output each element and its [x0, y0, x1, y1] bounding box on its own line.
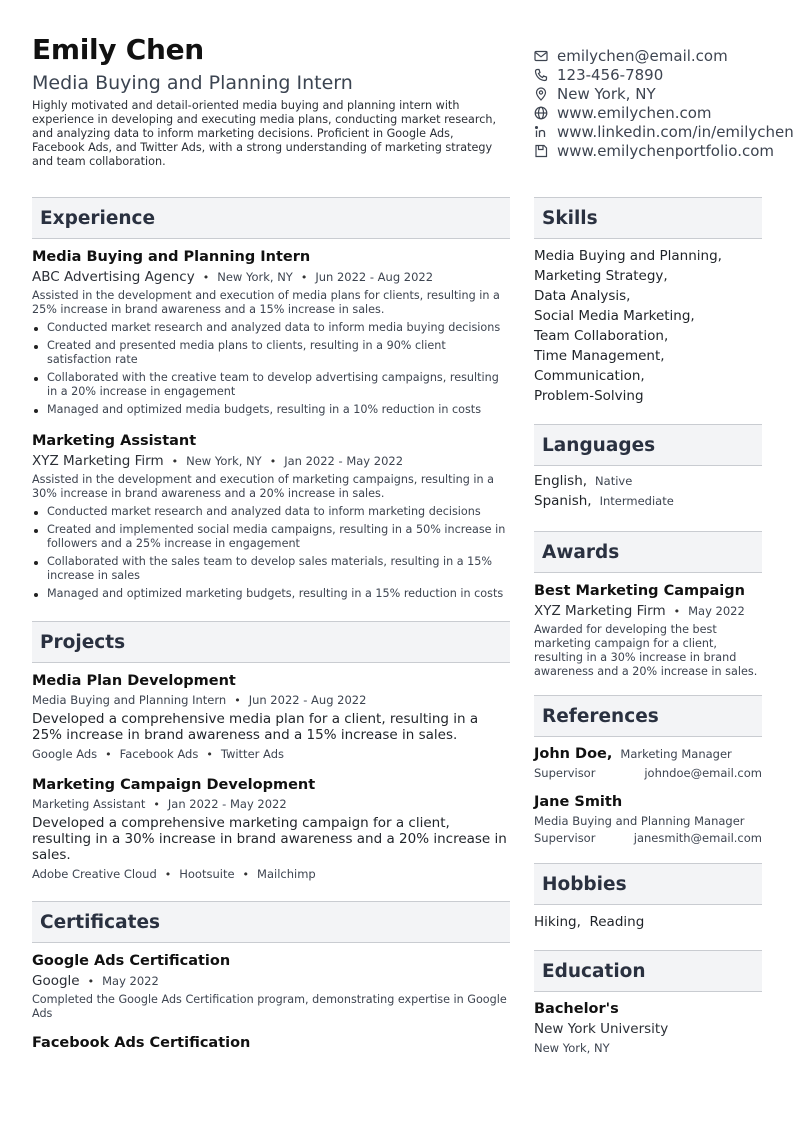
- education-section-header: [534, 950, 762, 992]
- portfolio-icon: [534, 144, 548, 158]
- list-item: Collaborated with the creative team to develop advertising campaigns, resulting in a 20% increase in engagement: [32, 371, 510, 399]
- list-item: Conducted market research and analyzed data to inform marketing decisions: [32, 505, 510, 519]
- tool-tag: Twitter Ads: [220, 747, 284, 761]
- reference-position: Marketing Manager: [620, 747, 732, 761]
- certificate-title: Google Ads Certification: [32, 953, 231, 969]
- project-description: Developed a comprehensive marketing campaign for a client, resulting in a 30% increase in brand awareness and a 20% increase in sales.: [32, 815, 507, 863]
- hobbies-heading: Hobbies: [542, 873, 627, 895]
- separator-dot: •: [164, 867, 172, 881]
- language-name: English,: [534, 473, 588, 489]
- award-org: XYZ Marketing Firm: [534, 603, 666, 619]
- skill-item: Social Media Marketing,: [534, 308, 695, 324]
- job-company: XYZ Marketing Firm: [32, 453, 164, 469]
- tool-tag: Adobe Creative Cloud: [32, 867, 157, 881]
- education-degree: Bachelor's: [534, 1001, 619, 1017]
- contact-location: [534, 84, 794, 103]
- awards-heading: Awards: [542, 541, 620, 563]
- projects-heading: Projects: [40, 631, 126, 653]
- contact-phone-text: 123-456-7890: [557, 65, 664, 84]
- project-tools: [32, 747, 510, 761]
- job-dates: Jan 2022 - May 2022: [284, 454, 404, 468]
- certificate-date: May 2022: [102, 974, 159, 988]
- skill-item: Time Management,: [534, 348, 665, 364]
- contact-website-text: www.emilychen.com: [557, 103, 712, 122]
- job-summary: Assisted in the development and execution of marketing campaigns, resulting in a 30% increase in brand awareness and a 20% increase in sales.: [32, 473, 494, 500]
- certificate-item: [32, 1035, 510, 1051]
- languages-list: [534, 473, 762, 513]
- reference-email[interactable]: johndoe@email.com: [644, 766, 762, 780]
- language-name: Spanish,: [534, 493, 592, 509]
- reference-details: [534, 831, 762, 845]
- contact-phone[interactable]: [534, 65, 794, 84]
- certificate-item: [32, 953, 510, 1021]
- tool-tag: Facebook Ads: [119, 747, 199, 761]
- references-heading: References: [542, 705, 659, 727]
- skill-item: Marketing Strategy,: [534, 268, 668, 284]
- certificates-heading: Certificates: [40, 911, 160, 933]
- job-company: ABC Advertising Agency: [32, 269, 195, 285]
- tool-tag: Google Ads: [32, 747, 98, 761]
- job-title: Media Buying and Planning Intern: [32, 249, 311, 265]
- skill-item: Team Collaboration,: [534, 328, 669, 344]
- contact-block: [534, 46, 794, 160]
- projects-section-header: [32, 621, 510, 663]
- skill-item: Communication,: [534, 368, 645, 384]
- job-meta: [32, 453, 510, 469]
- reference-details: [534, 766, 762, 780]
- phone-icon: [534, 68, 548, 82]
- award-description: Awarded for developing the best marketing campaign for a client, resulting in a 30% increase in brand awareness and a 20% increase in sales.: [534, 623, 758, 678]
- job-dates: Jun 2022 - Aug 2022: [315, 270, 434, 284]
- award-date: May 2022: [688, 604, 745, 618]
- reference-header: [534, 746, 762, 762]
- list-item: Created and presented media plans to clients, resulting in a 90% client satisfaction rate: [32, 339, 510, 367]
- reference-email[interactable]: janesmith@email.com: [633, 831, 762, 845]
- contact-email[interactable]: [534, 46, 794, 65]
- contact-portfolio[interactable]: [534, 141, 794, 160]
- experience-item: [32, 249, 510, 417]
- certificate-issuer: Google: [32, 973, 80, 989]
- list-item: Created and implemented social media campaigns, resulting in a 50% increase in followers and a 25% increase in engagement: [32, 523, 510, 551]
- list-item: Managed and optimized marketing budgets, resulting in a 15% reduction in costs: [32, 587, 510, 601]
- list-item: Collaborated with the sales team to develop sales materials, resulting in a 15% increase in sales: [32, 555, 510, 583]
- right-column: [534, 197, 762, 1055]
- separator-dot: •: [206, 747, 213, 761]
- linkedin-icon: [534, 125, 548, 139]
- skill-item: Data Analysis,: [534, 288, 631, 304]
- contact-linkedin[interactable]: [534, 122, 794, 141]
- project-item: [32, 673, 510, 761]
- mail-icon: [534, 49, 548, 63]
- map-pin-icon: [534, 87, 548, 101]
- project-title: Media Plan Development: [32, 673, 236, 689]
- education-item: [534, 1001, 762, 1055]
- profile-summary: Highly motivated and detail-oriented media buying and planning intern with experience in developing and executing media plans, conducting market research, and analyzing data to inform marketing decisions. Proficient in Google Ads, Facebook Ads, and Twitter Ads, with a strong understanding of marketing strategy and team collaboration.: [32, 99, 497, 168]
- experience-heading: Experience: [40, 207, 156, 229]
- experience-section-header: [32, 197, 510, 239]
- education-location: New York, NY: [534, 1041, 610, 1055]
- project-item: [32, 777, 510, 881]
- contact-portfolio-text: www.emilychenportfolio.com: [557, 141, 774, 160]
- project-role: Marketing Assistant: [32, 797, 146, 811]
- contact-website[interactable]: [534, 103, 794, 122]
- candidate-title: Media Buying and Planning Intern: [32, 72, 353, 94]
- experience-item: [32, 433, 510, 601]
- tool-tag: Hootsuite: [179, 867, 235, 881]
- certificate-description: Completed the Google Ads Certification program, demonstrating expertise in Google Ads: [32, 993, 507, 1020]
- certificates-section-header: [32, 901, 510, 943]
- reference-name: John Doe,: [534, 746, 613, 762]
- certificate-title: Facebook Ads Certification: [32, 1035, 251, 1051]
- language-level: Native: [595, 474, 633, 488]
- award-title: Best Marketing Campaign: [534, 583, 745, 599]
- separator-dot: •: [105, 747, 112, 761]
- award-item: [534, 583, 762, 679]
- award-meta: [534, 603, 762, 619]
- tool-tag: Mailchimp: [257, 867, 316, 881]
- hobbies-list: Hiking, Reading: [534, 914, 645, 930]
- left-column: [32, 197, 510, 1051]
- education-heading: Education: [542, 960, 646, 982]
- skills-heading: Skills: [542, 207, 598, 229]
- skills-section-header: [534, 197, 762, 239]
- contact-linkedin-text: www.linkedin.com/in/emilychen: [557, 122, 794, 141]
- languages-heading: Languages: [542, 434, 656, 456]
- job-meta: [32, 269, 510, 285]
- list-item: Conducted market research and analyzed data to inform media buying decisions: [32, 321, 510, 335]
- list-item: Managed and optimized media budgets, resulting in a 10% reduction in costs: [32, 403, 510, 417]
- job-bullets: [32, 321, 510, 417]
- hobbies-section-header: [534, 863, 762, 905]
- project-tools: [32, 867, 510, 881]
- project-description: Developed a comprehensive media plan for a client, resulting in a 25% increase in brand awareness and a 15% increase in sales.: [32, 711, 479, 743]
- project-dates: Jun 2022 - Aug 2022: [248, 693, 367, 707]
- job-location: New York, NY: [217, 270, 293, 284]
- contact-location-text: New York, NY: [557, 84, 656, 103]
- reference-relation: Supervisor: [534, 766, 596, 780]
- reference-item: [534, 746, 762, 780]
- separator-dot: •: [202, 270, 210, 284]
- job-title: Marketing Assistant: [32, 433, 197, 449]
- candidate-name: Emily Chen: [32, 33, 204, 66]
- separator-dot: •: [242, 867, 250, 881]
- project-dates: Jan 2022 - May 2022: [167, 797, 287, 811]
- project-meta: [32, 797, 510, 811]
- contact-email-text: emilychen@email.com: [557, 46, 728, 65]
- job-summary: Assisted in the development and execution of media plans for clients, resulting in a 25% increase in brand awareness and a 15% increase in sales.: [32, 289, 500, 316]
- skill-item: Problem-Solving: [534, 388, 644, 404]
- separator-dot: •: [269, 454, 277, 468]
- references-section-header: [534, 695, 762, 737]
- separator-dot: •: [153, 797, 160, 811]
- project-title: Marketing Campaign Development: [32, 777, 316, 793]
- skill-item: Media Buying and Planning,: [534, 248, 722, 264]
- globe-icon: [534, 106, 548, 120]
- certificate-meta: [32, 973, 510, 989]
- languages-section-header: [534, 424, 762, 466]
- language-item: [534, 473, 762, 493]
- reference-name: Jane Smith: [534, 794, 623, 810]
- language-level: Intermediate: [599, 494, 674, 508]
- separator-dot: •: [673, 604, 681, 618]
- project-meta: [32, 693, 510, 707]
- skills-list: [534, 246, 762, 406]
- reference-position: Media Buying and Planning Manager: [534, 814, 745, 828]
- job-location: New York, NY: [186, 454, 262, 468]
- awards-section-header: [534, 531, 762, 573]
- education-school: New York University: [534, 1021, 669, 1037]
- reference-relation: Supervisor: [534, 831, 596, 845]
- language-item: [534, 493, 762, 513]
- reference-item: [534, 794, 762, 845]
- separator-dot: •: [300, 270, 308, 284]
- project-role: Media Buying and Planning Intern: [32, 693, 227, 707]
- job-bullets: [32, 505, 510, 601]
- separator-dot: •: [87, 974, 95, 988]
- separator-dot: •: [234, 693, 241, 707]
- separator-dot: •: [171, 454, 179, 468]
